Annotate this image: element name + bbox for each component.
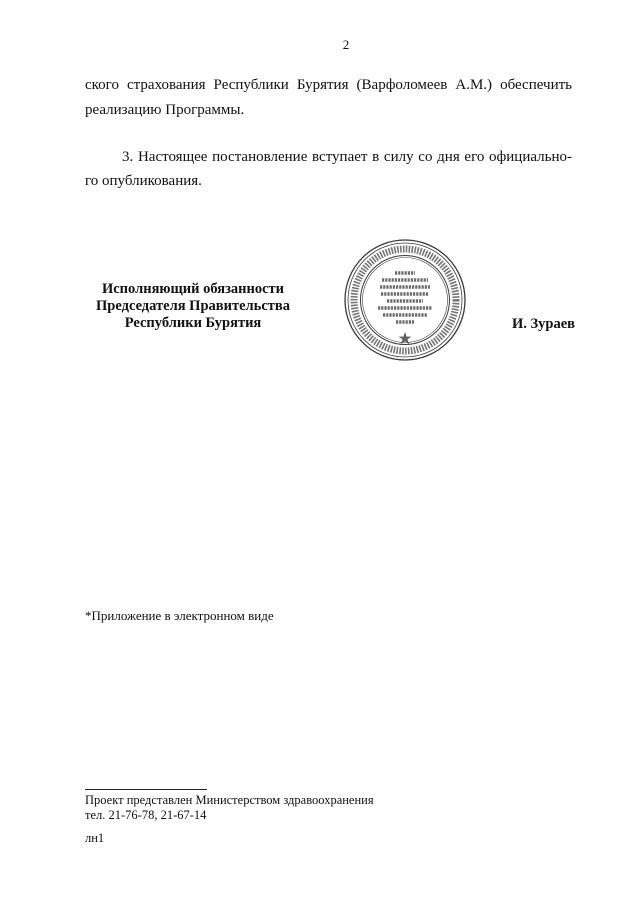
paragraph-line: го опубликования. xyxy=(85,173,202,189)
signatory-position-line: Исполняющий обязанности xyxy=(101,281,285,297)
seal-lettering xyxy=(378,273,432,322)
attachment-note: *Приложение в электронном виде xyxy=(85,608,274,623)
paragraph-line: 3. Настоящее постановление вступает в силу со дня его официально- xyxy=(122,149,572,165)
page-number: 2 xyxy=(342,37,350,52)
official-seal xyxy=(343,238,467,362)
signatory-position-line: Республики Бурятия xyxy=(124,315,262,331)
footer-code: лн1 xyxy=(85,831,105,845)
paragraph-line: реализацию Программы. xyxy=(85,102,245,118)
footer-divider xyxy=(85,789,207,790)
footer-phone: тел. 21-76-78, 21-67-14 xyxy=(85,808,207,822)
footer-prepared-by: Проект представлен Министерством здравоохранения xyxy=(85,793,374,807)
paragraph-line: ского страхования Республики Бурятия (Варфоломеев А.М.) обеспечить xyxy=(85,77,572,93)
signatory-position xyxy=(82,281,304,332)
signatory-name: И. Зураев xyxy=(511,316,575,332)
signatory-position-line: Председателя Правительства xyxy=(96,298,290,314)
